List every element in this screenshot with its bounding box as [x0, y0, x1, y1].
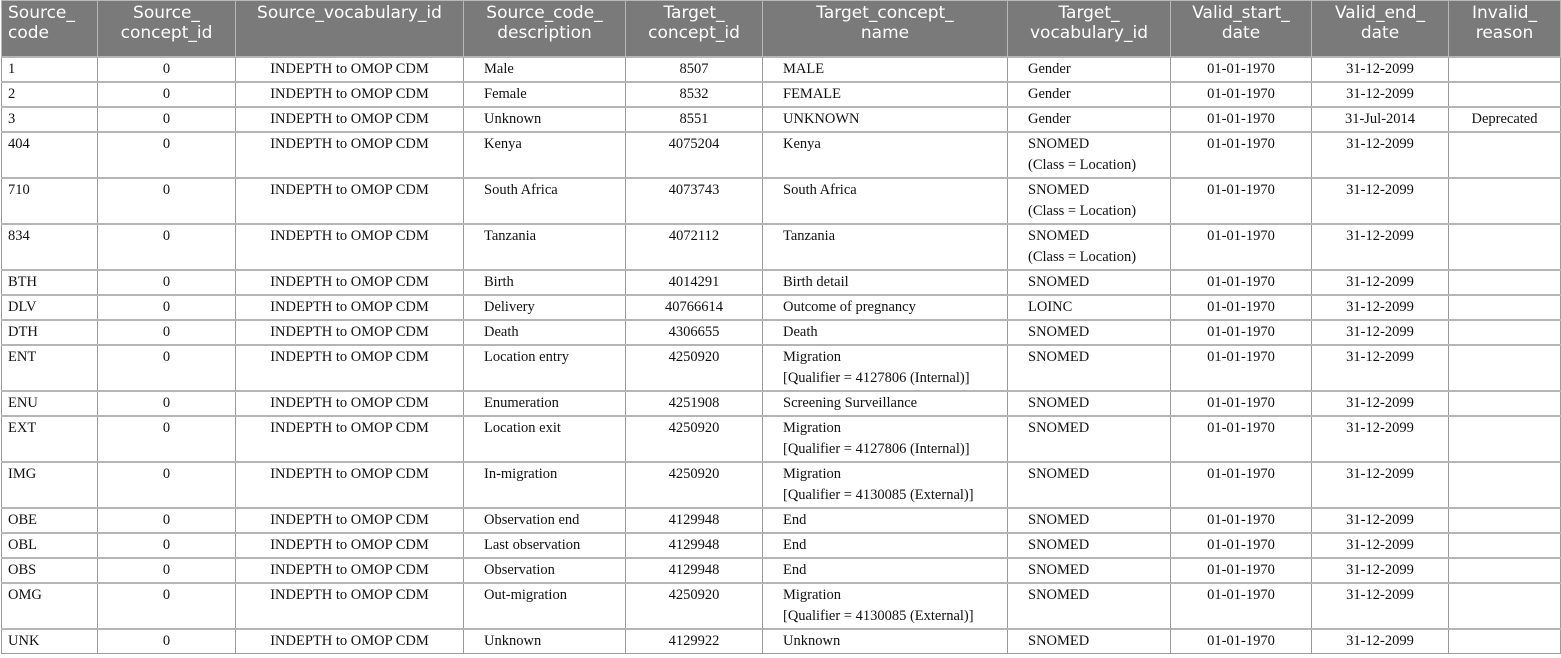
- cell-source-vocabulary-id: INDEPTH to OMOP CDM: [236, 224, 464, 270]
- header-target-concept-name: Target_concept_ name: [763, 1, 1008, 57]
- cell-source-vocabulary-id: INDEPTH to OMOP CDM: [236, 178, 464, 224]
- cell-target-vocabulary-id: Gender: [1008, 82, 1171, 107]
- cell-source-code: 2: [2, 82, 98, 107]
- cell-target-concept-id: 40766614: [626, 295, 763, 320]
- cell-valid-end-date: 31-12-2099: [1312, 533, 1449, 558]
- cell-valid-start-date: 01-01-1970: [1171, 508, 1312, 533]
- table-row: [2, 82, 1561, 107]
- cell-source-vocabulary-id: INDEPTH to OMOP CDM: [236, 295, 464, 320]
- cell-invalid-reason: [1449, 416, 1561, 462]
- cell-target-vocabulary-id: SNOMED (Class = Location): [1008, 132, 1171, 178]
- cell-target-vocabulary-id: SNOMED: [1008, 416, 1171, 462]
- cell-valid-start-date: 01-01-1970: [1171, 391, 1312, 416]
- cell-source-code-description: Location entry: [464, 345, 626, 391]
- cell-valid-start-date: 01-01-1970: [1171, 629, 1312, 654]
- table-row: [2, 178, 1561, 224]
- cell-invalid-reason: [1449, 533, 1561, 558]
- table-row: [2, 583, 1561, 629]
- cell-target-concept-name: Death: [763, 320, 1008, 345]
- table-row: [2, 629, 1561, 654]
- cell-valid-start-date: 01-01-1970: [1171, 583, 1312, 629]
- cell-target-concept-name: Migration [Qualifier = 4130085 (External)]: [763, 462, 1008, 508]
- table-row: [2, 391, 1561, 416]
- cell-source-code: DTH: [2, 320, 98, 345]
- cell-source-code: UNK: [2, 629, 98, 654]
- header-source-code: Source_ code: [2, 1, 98, 57]
- cell-source-code-description: Death: [464, 320, 626, 345]
- cell-target-concept-name: Migration [Qualifier = 4130085 (External)]: [763, 583, 1008, 629]
- cell-target-concept-id: 4129922: [626, 629, 763, 654]
- cell-target-concept-name: Migration [Qualifier = 4127806 (Internal)]: [763, 345, 1008, 391]
- cell-target-concept-name: South Africa: [763, 178, 1008, 224]
- cell-source-vocabulary-id: INDEPTH to OMOP CDM: [236, 391, 464, 416]
- cell-source-vocabulary-id: INDEPTH to OMOP CDM: [236, 416, 464, 462]
- cell-target-concept-id: 4251908: [626, 391, 763, 416]
- cell-target-concept-name: FEMALE: [763, 82, 1008, 107]
- cell-target-concept-id: 4129948: [626, 533, 763, 558]
- cell-source-code: 3: [2, 107, 98, 132]
- cell-valid-end-date: 31-12-2099: [1312, 132, 1449, 178]
- cell-target-vocabulary-id: LOINC: [1008, 295, 1171, 320]
- header-source-vocabulary-id: Source_vocabulary_id: [236, 1, 464, 57]
- table-row: [2, 107, 1561, 132]
- cell-source-code: OBL: [2, 533, 98, 558]
- cell-source-code: 710: [2, 178, 98, 224]
- cell-source-code: OMG: [2, 583, 98, 629]
- cell-valid-start-date: 01-01-1970: [1171, 462, 1312, 508]
- cell-target-concept-name: Birth detail: [763, 270, 1008, 295]
- cell-target-concept-name: End: [763, 508, 1008, 533]
- cell-valid-end-date: 31-12-2099: [1312, 508, 1449, 533]
- cell-source-concept-id: 0: [98, 82, 236, 107]
- cell-target-vocabulary-id: SNOMED: [1008, 320, 1171, 345]
- header-invalid-reason: Invalid_ reason: [1449, 1, 1561, 57]
- cell-valid-start-date: 01-01-1970: [1171, 224, 1312, 270]
- cell-source-vocabulary-id: INDEPTH to OMOP CDM: [236, 57, 464, 82]
- cell-target-concept-id: 4250920: [626, 583, 763, 629]
- cell-source-concept-id: 0: [98, 57, 236, 82]
- cell-source-vocabulary-id: INDEPTH to OMOP CDM: [236, 462, 464, 508]
- cell-target-concept-id: 4129948: [626, 558, 763, 583]
- cell-target-concept-name: End: [763, 533, 1008, 558]
- cell-target-vocabulary-id: SNOMED: [1008, 462, 1171, 508]
- cell-source-vocabulary-id: INDEPTH to OMOP CDM: [236, 583, 464, 629]
- header-source-concept-id: Source_ concept_id: [98, 1, 236, 57]
- cell-target-concept-id: 4129948: [626, 508, 763, 533]
- cell-source-concept-id: 0: [98, 391, 236, 416]
- cell-target-vocabulary-id: SNOMED (Class = Location): [1008, 224, 1171, 270]
- cell-source-vocabulary-id: INDEPTH to OMOP CDM: [236, 270, 464, 295]
- cell-valid-start-date: 01-01-1970: [1171, 107, 1312, 132]
- cell-target-concept-id: 4014291: [626, 270, 763, 295]
- cell-target-concept-name: UNKNOWN: [763, 107, 1008, 132]
- cell-source-code: 834: [2, 224, 98, 270]
- cell-source-code-description: Tanzania: [464, 224, 626, 270]
- cell-source-vocabulary-id: INDEPTH to OMOP CDM: [236, 345, 464, 391]
- cell-invalid-reason: [1449, 583, 1561, 629]
- table-body: [2, 57, 1561, 654]
- cell-source-concept-id: 0: [98, 345, 236, 391]
- cell-source-code-description: Delivery: [464, 295, 626, 320]
- cell-source-code-description: Last observation: [464, 533, 626, 558]
- cell-source-concept-id: 0: [98, 107, 236, 132]
- header-valid-start-date: Valid_start_ date: [1171, 1, 1312, 57]
- cell-source-concept-id: 0: [98, 224, 236, 270]
- cell-target-vocabulary-id: SNOMED: [1008, 583, 1171, 629]
- cell-valid-end-date: 31-12-2099: [1312, 583, 1449, 629]
- cell-valid-end-date: 31-12-2099: [1312, 57, 1449, 82]
- table-row: [2, 224, 1561, 270]
- cell-source-code: OBE: [2, 508, 98, 533]
- cell-invalid-reason: [1449, 178, 1561, 224]
- table-row: [2, 462, 1561, 508]
- cell-source-code: BTH: [2, 270, 98, 295]
- cell-target-vocabulary-id: SNOMED: [1008, 391, 1171, 416]
- header-source-code-description: Source_code_ description: [464, 1, 626, 57]
- cell-target-concept-id: 8551: [626, 107, 763, 132]
- cell-target-concept-name: Kenya: [763, 132, 1008, 178]
- cell-source-code: DLV: [2, 295, 98, 320]
- cell-valid-start-date: 01-01-1970: [1171, 320, 1312, 345]
- cell-target-concept-name: Outcome of pregnancy: [763, 295, 1008, 320]
- table-row: [2, 558, 1561, 583]
- header-target-concept-id: Target_ concept_id: [626, 1, 763, 57]
- cell-valid-start-date: 01-01-1970: [1171, 345, 1312, 391]
- cell-source-code-description: In-migration: [464, 462, 626, 508]
- header-target-vocabulary-id: Target_ vocabulary_id: [1008, 1, 1171, 57]
- cell-valid-end-date: 31-12-2099: [1312, 391, 1449, 416]
- cell-valid-end-date: 31-12-2099: [1312, 558, 1449, 583]
- cell-source-code: OBS: [2, 558, 98, 583]
- cell-target-vocabulary-id: Gender: [1008, 57, 1171, 82]
- cell-valid-start-date: 01-01-1970: [1171, 558, 1312, 583]
- cell-target-vocabulary-id: SNOMED: [1008, 270, 1171, 295]
- cell-source-code: 404: [2, 132, 98, 178]
- cell-target-concept-name: End: [763, 558, 1008, 583]
- cell-target-concept-id: 4073743: [626, 178, 763, 224]
- cell-invalid-reason: Deprecated: [1449, 107, 1561, 132]
- cell-invalid-reason: [1449, 224, 1561, 270]
- cell-valid-end-date: 31-12-2099: [1312, 178, 1449, 224]
- cell-target-concept-id: 4250920: [626, 345, 763, 391]
- cell-valid-start-date: 01-01-1970: [1171, 416, 1312, 462]
- cell-target-concept-name: Screening Surveillance: [763, 391, 1008, 416]
- cell-valid-end-date: 31-12-2099: [1312, 270, 1449, 295]
- cell-source-code-description: Out-migration: [464, 583, 626, 629]
- cell-invalid-reason: [1449, 462, 1561, 508]
- table-row: [2, 295, 1561, 320]
- cell-source-code: IMG: [2, 462, 98, 508]
- concept-mapping-table: [1, 0, 1561, 654]
- cell-invalid-reason: [1449, 132, 1561, 178]
- cell-source-code-description: South Africa: [464, 178, 626, 224]
- cell-invalid-reason: [1449, 629, 1561, 654]
- cell-target-concept-name: Migration [Qualifier = 4127806 (Internal)]: [763, 416, 1008, 462]
- cell-source-code-description: Enumeration: [464, 391, 626, 416]
- header-valid-end-date: Valid_end_ date: [1312, 1, 1449, 57]
- cell-valid-end-date: 31-12-2099: [1312, 82, 1449, 107]
- cell-source-vocabulary-id: INDEPTH to OMOP CDM: [236, 508, 464, 533]
- cell-target-concept-id: 4306655: [626, 320, 763, 345]
- cell-valid-start-date: 01-01-1970: [1171, 270, 1312, 295]
- table-row: [2, 533, 1561, 558]
- cell-source-code-description: Kenya: [464, 132, 626, 178]
- cell-target-vocabulary-id: SNOMED: [1008, 629, 1171, 654]
- table-row: [2, 508, 1561, 533]
- cell-target-vocabulary-id: SNOMED: [1008, 558, 1171, 583]
- cell-invalid-reason: [1449, 295, 1561, 320]
- cell-source-concept-id: 0: [98, 320, 236, 345]
- cell-source-concept-id: 0: [98, 270, 236, 295]
- cell-target-concept-id: 8507: [626, 57, 763, 82]
- cell-invalid-reason: [1449, 508, 1561, 533]
- cell-valid-start-date: 01-01-1970: [1171, 295, 1312, 320]
- cell-target-concept-name: MALE: [763, 57, 1008, 82]
- cell-valid-end-date: 31-12-2099: [1312, 462, 1449, 508]
- cell-target-concept-id: 8532: [626, 82, 763, 107]
- cell-invalid-reason: [1449, 57, 1561, 82]
- cell-source-code-description: Male: [464, 57, 626, 82]
- cell-source-concept-id: 0: [98, 508, 236, 533]
- cell-source-vocabulary-id: INDEPTH to OMOP CDM: [236, 320, 464, 345]
- table-row: [2, 270, 1561, 295]
- cell-source-code-description: Observation end: [464, 508, 626, 533]
- cell-target-concept-id: 4250920: [626, 462, 763, 508]
- cell-source-code: EXT: [2, 416, 98, 462]
- cell-source-concept-id: 0: [98, 462, 236, 508]
- cell-source-vocabulary-id: INDEPTH to OMOP CDM: [236, 107, 464, 132]
- cell-valid-end-date: 31-12-2099: [1312, 320, 1449, 345]
- cell-source-concept-id: 0: [98, 558, 236, 583]
- cell-source-vocabulary-id: INDEPTH to OMOP CDM: [236, 629, 464, 654]
- cell-invalid-reason: [1449, 82, 1561, 107]
- header-row: [2, 1, 1561, 57]
- cell-source-vocabulary-id: INDEPTH to OMOP CDM: [236, 558, 464, 583]
- cell-target-vocabulary-id: SNOMED: [1008, 508, 1171, 533]
- cell-target-vocabulary-id: SNOMED (Class = Location): [1008, 178, 1171, 224]
- cell-source-concept-id: 0: [98, 132, 236, 178]
- cell-target-concept-name: Unknown: [763, 629, 1008, 654]
- cell-valid-end-date: 31-12-2099: [1312, 224, 1449, 270]
- table-row: [2, 416, 1561, 462]
- cell-valid-end-date: 31-12-2099: [1312, 295, 1449, 320]
- cell-invalid-reason: [1449, 345, 1561, 391]
- cell-source-code-description: Female: [464, 82, 626, 107]
- cell-source-code: 1: [2, 57, 98, 82]
- cell-target-concept-id: 4072112: [626, 224, 763, 270]
- cell-source-code: ENU: [2, 391, 98, 416]
- cell-invalid-reason: [1449, 320, 1561, 345]
- cell-source-concept-id: 0: [98, 533, 236, 558]
- cell-valid-start-date: 01-01-1970: [1171, 533, 1312, 558]
- cell-valid-end-date: 31-12-2099: [1312, 629, 1449, 654]
- cell-source-vocabulary-id: INDEPTH to OMOP CDM: [236, 132, 464, 178]
- table-row: [2, 320, 1561, 345]
- cell-invalid-reason: [1449, 558, 1561, 583]
- table-row: [2, 57, 1561, 82]
- cell-valid-start-date: 01-01-1970: [1171, 178, 1312, 224]
- cell-source-code-description: Unknown: [464, 107, 626, 132]
- table-row: [2, 132, 1561, 178]
- cell-source-vocabulary-id: INDEPTH to OMOP CDM: [236, 533, 464, 558]
- cell-source-code-description: Birth: [464, 270, 626, 295]
- cell-target-concept-id: 4250920: [626, 416, 763, 462]
- cell-source-concept-id: 0: [98, 295, 236, 320]
- cell-target-vocabulary-id: SNOMED: [1008, 533, 1171, 558]
- cell-source-code: ENT: [2, 345, 98, 391]
- cell-valid-end-date: 31-12-2099: [1312, 345, 1449, 391]
- cell-source-code-description: Location exit: [464, 416, 626, 462]
- cell-source-concept-id: 0: [98, 178, 236, 224]
- cell-source-concept-id: 0: [98, 416, 236, 462]
- cell-valid-start-date: 01-01-1970: [1171, 57, 1312, 82]
- cell-target-vocabulary-id: Gender: [1008, 107, 1171, 132]
- cell-invalid-reason: [1449, 391, 1561, 416]
- cell-source-code-description: Observation: [464, 558, 626, 583]
- cell-target-concept-id: 4075204: [626, 132, 763, 178]
- table-row: [2, 345, 1561, 391]
- cell-source-concept-id: 0: [98, 583, 236, 629]
- cell-target-vocabulary-id: SNOMED: [1008, 345, 1171, 391]
- cell-valid-end-date: 31-12-2099: [1312, 416, 1449, 462]
- cell-source-code-description: Unknown: [464, 629, 626, 654]
- cell-target-concept-name: Tanzania: [763, 224, 1008, 270]
- cell-invalid-reason: [1449, 270, 1561, 295]
- cell-valid-start-date: 01-01-1970: [1171, 82, 1312, 107]
- cell-source-concept-id: 0: [98, 629, 236, 654]
- cell-source-vocabulary-id: INDEPTH to OMOP CDM: [236, 82, 464, 107]
- cell-valid-end-date: 31-Jul-2014: [1312, 107, 1449, 132]
- cell-valid-start-date: 01-01-1970: [1171, 132, 1312, 178]
